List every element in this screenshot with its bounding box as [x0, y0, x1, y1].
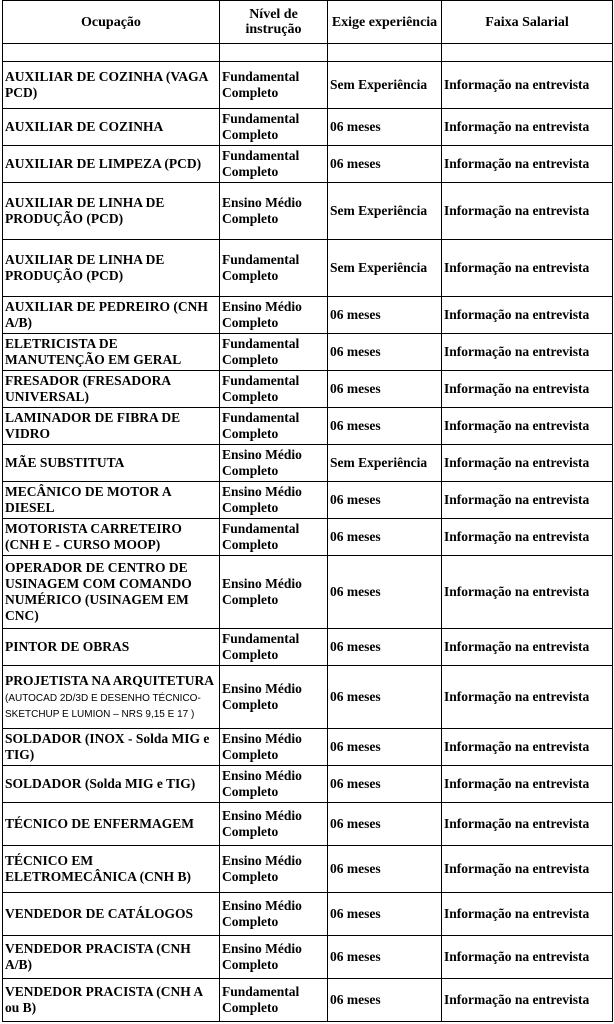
ocupacao-text: VENDEDOR PRACISTA (CNH A/B)	[5, 941, 191, 972]
cell-faixa-salarial: Informação na entrevista	[442, 445, 613, 482]
cell-nivel-instrucao: Ensino Médio Completo	[220, 482, 328, 519]
cell-nivel-instrucao: Fundamental Completo	[220, 408, 328, 445]
cell-exige-experiencia: 06 meses	[328, 893, 442, 936]
cell-nivel-instrucao: Ensino Médio Completo	[220, 846, 328, 893]
cell-faixa-salarial: Informação na entrevista	[442, 629, 613, 666]
table-row	[3, 62, 613, 109]
table-row	[3, 445, 613, 482]
header-exige-experiencia: Exige experiência	[328, 1, 442, 44]
cell-faixa-salarial: Informação na entrevista	[442, 666, 613, 729]
cell-ocupacao	[3, 766, 220, 803]
cell-exige-experiencia: 06 meses	[328, 408, 442, 445]
cell-nivel-instrucao: Ensino Médio Completo	[220, 803, 328, 846]
cell-faixa-salarial: Informação na entrevista	[442, 240, 613, 297]
cell-exige-experiencia: Sem Experiência	[328, 62, 442, 109]
cell-ocupacao	[3, 408, 220, 445]
table-row	[3, 556, 613, 629]
table-row	[3, 297, 613, 334]
cell-faixa-salarial: Informação na entrevista	[442, 371, 613, 408]
cell-exige-experiencia: 06 meses	[328, 297, 442, 334]
ocupacao-text: FRESADOR (FRESADORA UNIVERSAL)	[5, 373, 171, 404]
cell-exige-experiencia: 06 meses	[328, 979, 442, 1022]
header-row	[3, 1, 613, 44]
cell-faixa-salarial: Informação na entrevista	[442, 334, 613, 371]
ocupacao-text: MOTORISTA CARRETEIRO (CNH E - CURSO MOOP)	[5, 521, 182, 552]
ocupacao-text: AUXILIAR DE LIMPEZA (PCD)	[5, 156, 202, 171]
cell-exige-experiencia: Sem Experiência	[328, 240, 442, 297]
cell-faixa-salarial: Informação na entrevista	[442, 556, 613, 629]
ocupacao-text: PROJETISTA NA ARQUITETURA	[5, 673, 214, 688]
table-row	[3, 482, 613, 519]
table-row	[3, 371, 613, 408]
job-vacancies-table	[2, 0, 613, 1022]
ocupacao-text: PINTOR DE OBRAS	[5, 639, 130, 654]
cell-ocupacao	[3, 334, 220, 371]
cell-ocupacao	[3, 629, 220, 666]
cell-nivel-instrucao: Fundamental Completo	[220, 334, 328, 371]
cell-exige-experiencia: 06 meses	[328, 666, 442, 729]
cell-nivel-instrucao: Ensino Médio Completo	[220, 666, 328, 729]
ocupacao-text: SOLDADOR (INOX - Solda MIG e TIG)	[5, 731, 210, 762]
ocupacao-text: ELETRICISTA DE MANUTENÇÃO EM GERAL	[5, 336, 182, 367]
ocupacao-note: (AUTOCAD 2D/3D E DESENHO TÉCNICO-SKETCHUP E LUMION – NRS 9,15 E 17 )	[5, 693, 201, 720]
cell-nivel-instrucao: Fundamental Completo	[220, 240, 328, 297]
table-row	[3, 334, 613, 371]
cell-faixa-salarial: Informação na entrevista	[442, 766, 613, 803]
cell-ocupacao	[3, 846, 220, 893]
table-row	[3, 766, 613, 803]
cell-ocupacao	[3, 803, 220, 846]
cell-faixa-salarial: Informação na entrevista	[442, 297, 613, 334]
cell-exige-experiencia: 06 meses	[328, 729, 442, 766]
cell-nivel-instrucao: Fundamental Completo	[220, 109, 328, 146]
cell-ocupacao	[3, 109, 220, 146]
cell-faixa-salarial: Informação na entrevista	[442, 519, 613, 556]
cell-nivel-instrucao: Fundamental Completo	[220, 62, 328, 109]
cell-exige-experiencia: 06 meses	[328, 846, 442, 893]
table-row	[3, 846, 613, 893]
cell-exige-experiencia: 06 meses	[328, 803, 442, 846]
table-row	[3, 408, 613, 445]
table-row	[3, 109, 613, 146]
table-row	[3, 240, 613, 297]
cell-ocupacao	[3, 183, 220, 240]
ocupacao-text: TÉCNICO DE ENFERMAGEM	[5, 816, 195, 831]
table-row	[3, 729, 613, 766]
cell-ocupacao	[3, 371, 220, 408]
cell-nivel-instrucao: Ensino Médio Completo	[220, 297, 328, 334]
ocupacao-text: AUXILIAR DE LINHA DE PRODUÇÃO (PCD)	[5, 195, 165, 226]
ocupacao-text: VENDEDOR DE CATÁLOGOS	[5, 906, 194, 921]
empty-cell	[220, 44, 328, 62]
cell-ocupacao	[3, 146, 220, 183]
table-row	[3, 183, 613, 240]
empty-cell	[3, 44, 220, 62]
ocupacao-text: SOLDADOR (Solda MIG e TIG)	[5, 776, 196, 791]
empty-spacer-row	[3, 44, 613, 62]
cell-nivel-instrucao: Ensino Médio Completo	[220, 936, 328, 979]
cell-nivel-instrucao: Ensino Médio Completo	[220, 729, 328, 766]
table-row	[3, 519, 613, 556]
cell-faixa-salarial: Informação na entrevista	[442, 979, 613, 1022]
cell-exige-experiencia: 06 meses	[328, 936, 442, 979]
header-faixa-salarial: Faixa Salarial	[442, 1, 613, 44]
cell-nivel-instrucao: Ensino Médio Completo	[220, 766, 328, 803]
cell-faixa-salarial: Informação na entrevista	[442, 846, 613, 893]
cell-ocupacao	[3, 62, 220, 109]
cell-nivel-instrucao: Ensino Médio Completo	[220, 893, 328, 936]
cell-nivel-instrucao: Fundamental Completo	[220, 371, 328, 408]
ocupacao-text: MECÂNICO DE MOTOR A DIESEL	[5, 484, 171, 515]
cell-ocupacao	[3, 240, 220, 297]
cell-nivel-instrucao: Fundamental Completo	[220, 629, 328, 666]
cell-exige-experiencia: 06 meses	[328, 109, 442, 146]
cell-nivel-instrucao: Fundamental Completo	[220, 519, 328, 556]
cell-faixa-salarial: Informação na entrevista	[442, 408, 613, 445]
cell-exige-experiencia: 06 meses	[328, 146, 442, 183]
ocupacao-text: AUXILIAR DE PEDREIRO (CNH A/B)	[5, 299, 208, 330]
cell-exige-experiencia: 06 meses	[328, 334, 442, 371]
cell-faixa-salarial: Informação na entrevista	[442, 482, 613, 519]
table-row	[3, 979, 613, 1022]
ocupacao-text: LAMINADOR DE FIBRA DE VIDRO	[5, 410, 181, 441]
cell-exige-experiencia: 06 meses	[328, 766, 442, 803]
cell-nivel-instrucao: Ensino Médio Completo	[220, 556, 328, 629]
cell-nivel-instrucao: Fundamental Completo	[220, 979, 328, 1022]
table-row	[3, 936, 613, 979]
cell-faixa-salarial: Informação na entrevista	[442, 729, 613, 766]
cell-faixa-salarial: Informação na entrevista	[442, 803, 613, 846]
table-row	[3, 666, 613, 729]
table-row	[3, 146, 613, 183]
ocupacao-text: VENDEDOR PRACISTA (CNH A ou B)	[5, 984, 203, 1015]
cell-ocupacao	[3, 445, 220, 482]
empty-cell	[442, 44, 613, 62]
cell-faixa-salarial: Informação na entrevista	[442, 936, 613, 979]
ocupacao-text: AUXILIAR DE LINHA DE PRODUÇÃO (PCD)	[5, 252, 165, 283]
cell-ocupacao	[3, 729, 220, 766]
table-row	[3, 629, 613, 666]
cell-ocupacao	[3, 519, 220, 556]
cell-faixa-salarial: Informação na entrevista	[442, 62, 613, 109]
cell-nivel-instrucao: Fundamental Completo	[220, 146, 328, 183]
ocupacao-text: AUXILIAR DE COZINHA	[5, 119, 164, 134]
cell-ocupacao	[3, 979, 220, 1022]
cell-exige-experiencia: 06 meses	[328, 519, 442, 556]
cell-faixa-salarial: Informação na entrevista	[442, 893, 613, 936]
cell-ocupacao	[3, 936, 220, 979]
cell-ocupacao	[3, 556, 220, 629]
cell-faixa-salarial: Informação na entrevista	[442, 183, 613, 240]
cell-ocupacao	[3, 666, 220, 729]
header-ocupacao: Ocupação	[3, 1, 220, 44]
cell-ocupacao	[3, 297, 220, 334]
cell-exige-experiencia: Sem Experiência	[328, 183, 442, 240]
cell-ocupacao	[3, 482, 220, 519]
cell-nivel-instrucao: Ensino Médio Completo	[220, 445, 328, 482]
cell-exige-experiencia: 06 meses	[328, 482, 442, 519]
cell-faixa-salarial: Informação na entrevista	[442, 146, 613, 183]
cell-ocupacao	[3, 893, 220, 936]
cell-exige-experiencia: Sem Experiência	[328, 445, 442, 482]
table-row	[3, 893, 613, 936]
table-row	[3, 803, 613, 846]
cell-faixa-salarial: Informação na entrevista	[442, 109, 613, 146]
cell-exige-experiencia: 06 meses	[328, 371, 442, 408]
ocupacao-text: TÉCNICO EM ELETROMECÂNICA (CNH B)	[5, 853, 192, 884]
ocupacao-text: MÃE SUBSTITUTA	[5, 455, 125, 470]
empty-cell	[328, 44, 442, 62]
ocupacao-text: AUXILIAR DE COZINHA (VAGA PCD)	[5, 69, 208, 100]
cell-nivel-instrucao: Ensino Médio Completo	[220, 183, 328, 240]
cell-exige-experiencia: 06 meses	[328, 556, 442, 629]
ocupacao-text: OPERADOR DE CENTRO DE USINAGEM COM COMANDO NUMÉRICO (USINAGEM EM CNC)	[5, 560, 192, 623]
cell-exige-experiencia: 06 meses	[328, 629, 442, 666]
header-nivel-instrucao: Nível de instrução	[220, 1, 328, 44]
